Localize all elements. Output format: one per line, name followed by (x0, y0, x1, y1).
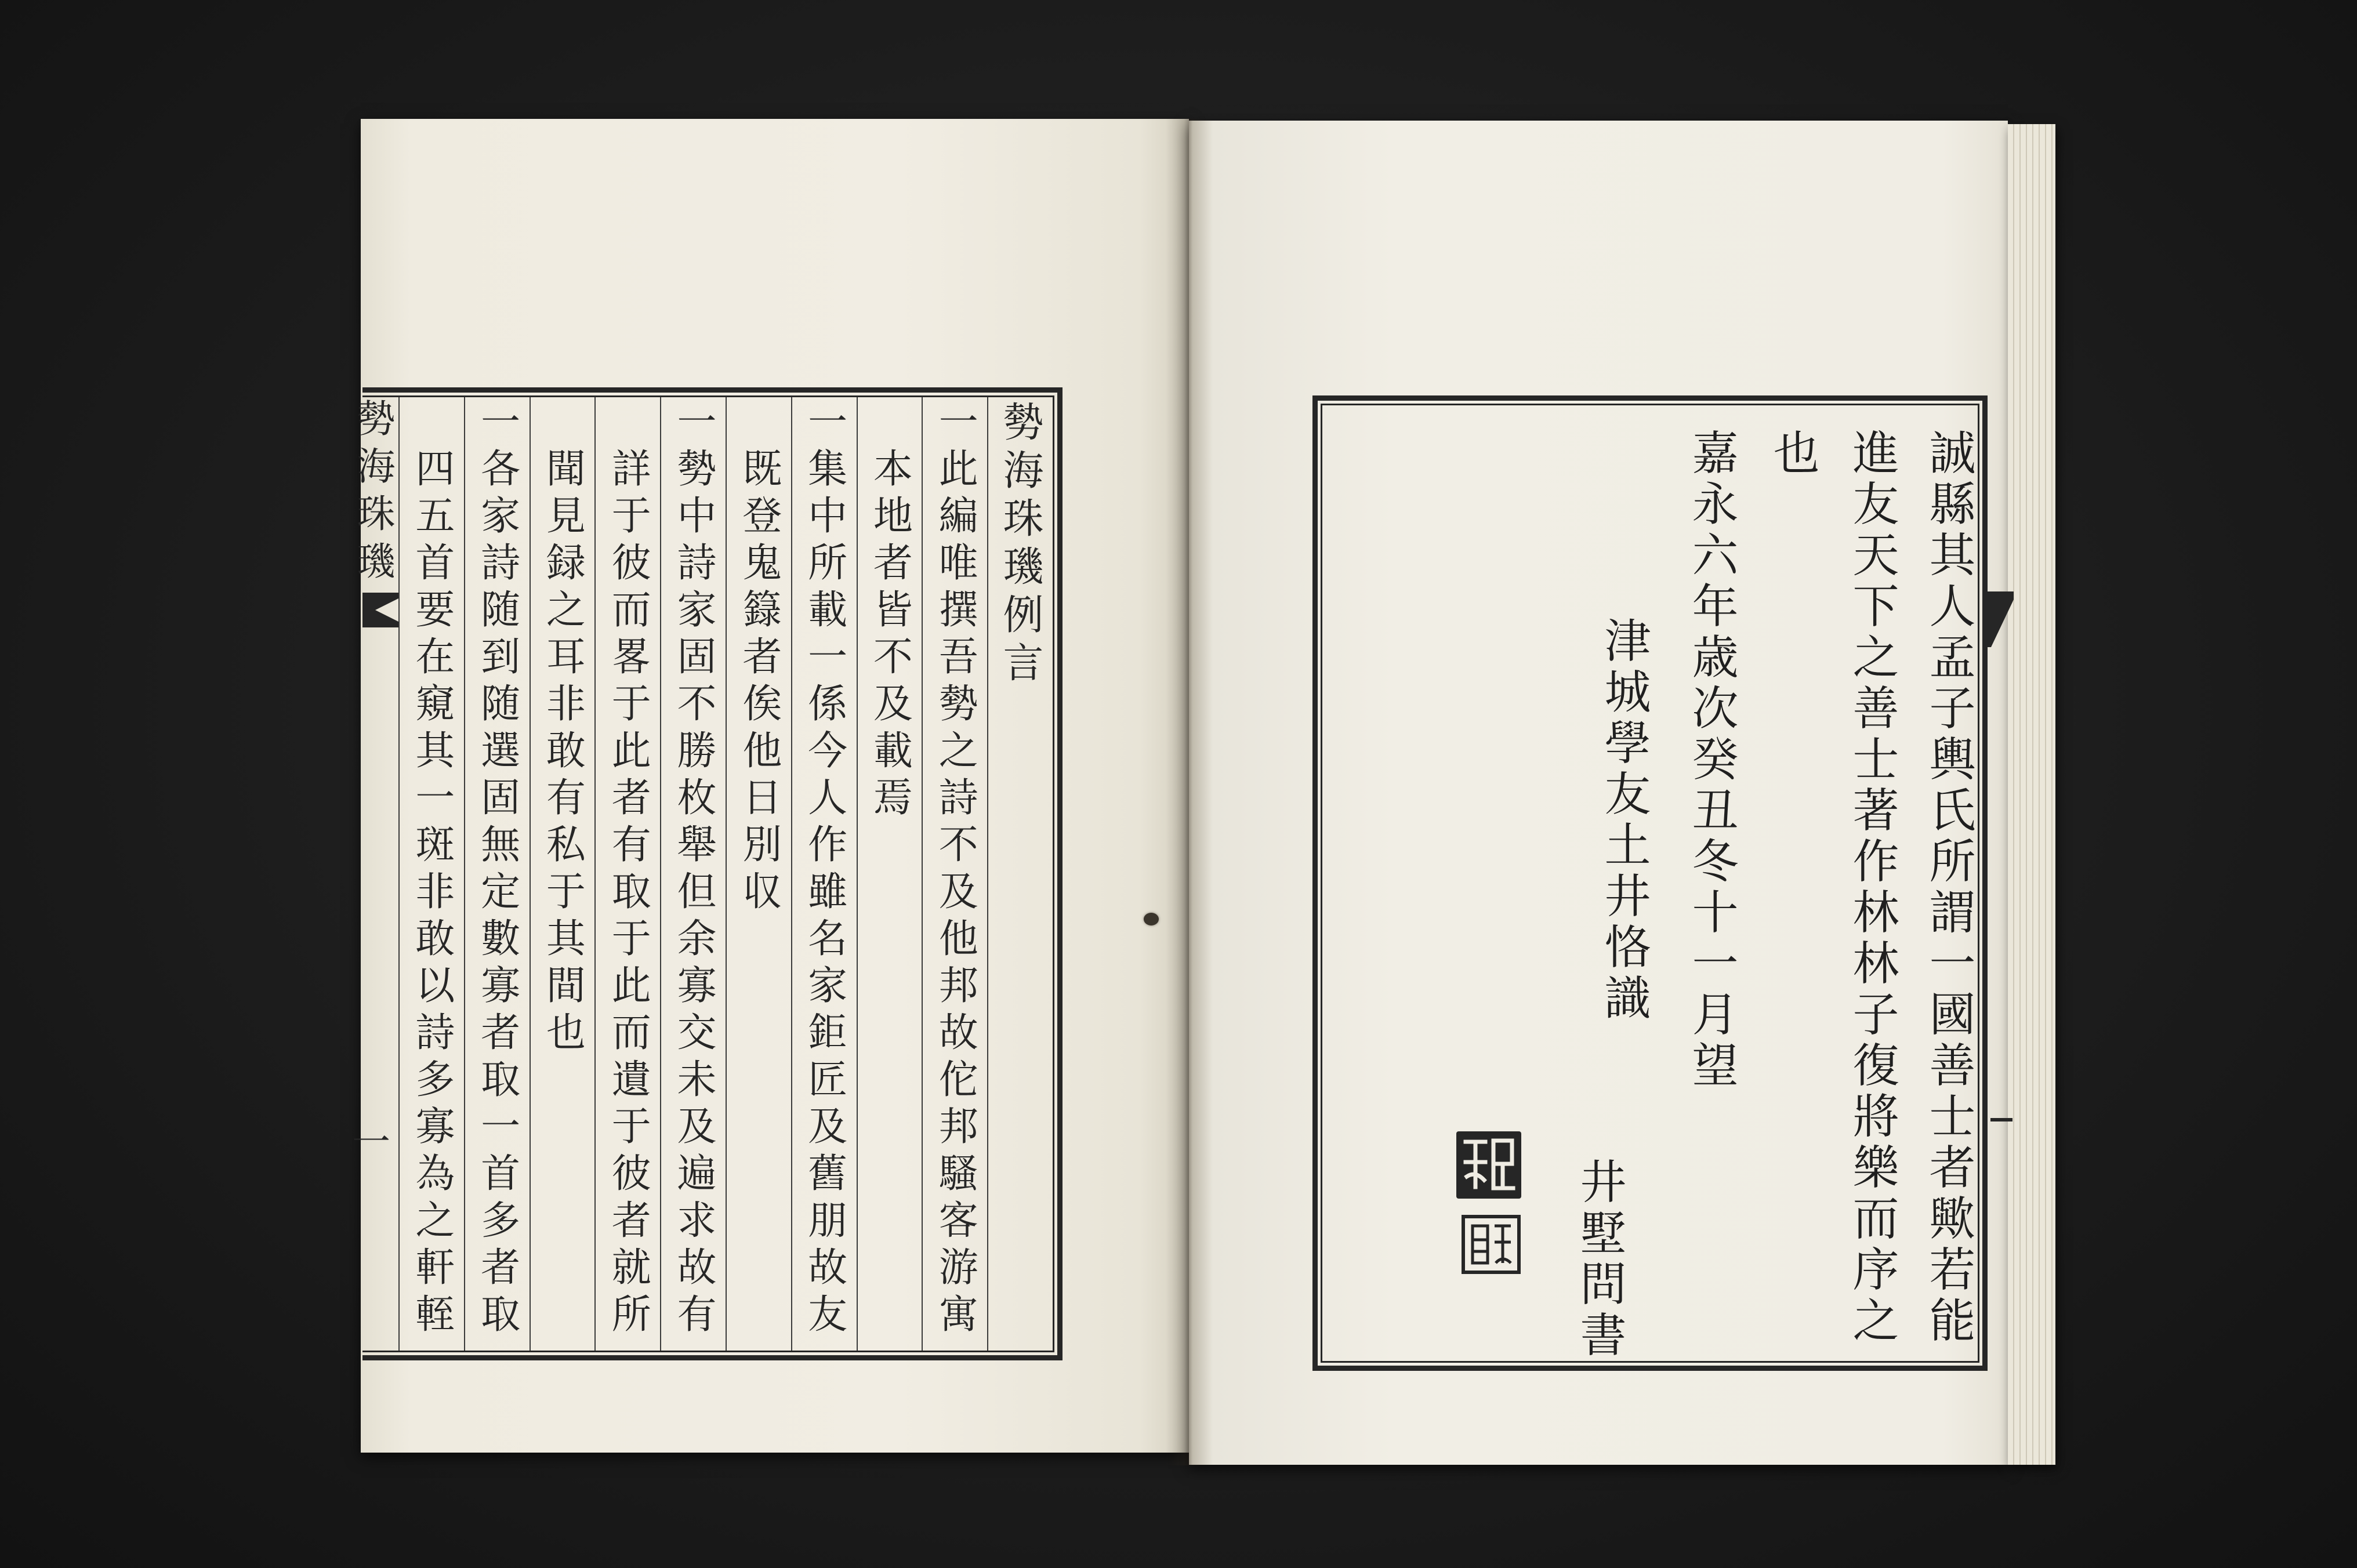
fish-tail-mark-icon (1988, 591, 2014, 649)
text-column: 誠縣其人孟子輿氏所謂一國善士者歟若能 (1921, 429, 1975, 1347)
wormhole-spot (1144, 913, 1159, 925)
text-column: 也 (1765, 429, 1819, 480)
text-column: 既登鬼籙者俟他日別収 (726, 397, 791, 1351)
calligrapher-signature: 井墅問書 (1572, 1157, 1626, 1362)
left-text-columns (398, 397, 1053, 1351)
author-signature: 津城學友土井恪識 (1597, 616, 1651, 1025)
right-text-frame (1312, 395, 1988, 1371)
text-column: 詳于彼而畧于此者有取于此而遺于彼者就所 (594, 397, 660, 1351)
text-column: 一集中所載一係今人作雖名家鉅匠及舊朋故友 (791, 397, 857, 1351)
text-column: 進友天下之善士著作林林子復將樂而序之 (1845, 429, 1899, 1347)
preface-title: 勢海珠璣例言 (987, 397, 1053, 1351)
page-block-edges (2008, 124, 2055, 1465)
left-text-frame (350, 387, 1063, 1360)
text-column: 一勢中詩家固不勝枚舉但余寡交未及遍求故有 (660, 397, 726, 1351)
fore-edge-title: 勢海珠璣 (350, 398, 395, 589)
fore-edge-page-tick (1990, 1118, 2012, 1121)
left-frame-inner-rule (350, 395, 1054, 1352)
text-column: 本地者皆不及載焉 (857, 397, 922, 1351)
date-line: 嘉永六年歳次癸丑冬十一月望 (1684, 429, 1738, 1092)
text-column: 一此編唯撰吾勢之詩不及他邦故佗邦騷客游寓 (922, 397, 987, 1351)
seal-upper (1455, 1130, 1522, 1200)
seal-lower (1461, 1214, 1521, 1275)
book-gutter (1166, 119, 1212, 1465)
left-fore-edge-column (350, 397, 398, 1351)
fore-edge-page-number: 一 (352, 1120, 390, 1164)
fish-tail-mark-icon (362, 593, 398, 627)
text-column: 一各家詩随到随選固無定數寡者取一首多者取 (464, 397, 530, 1351)
text-column: 聞見録之耳非敢有私于其間也 (530, 397, 595, 1351)
text-column: 四五首要在窺其一斑非敢以詩多寡為之軒輊 (398, 397, 464, 1351)
